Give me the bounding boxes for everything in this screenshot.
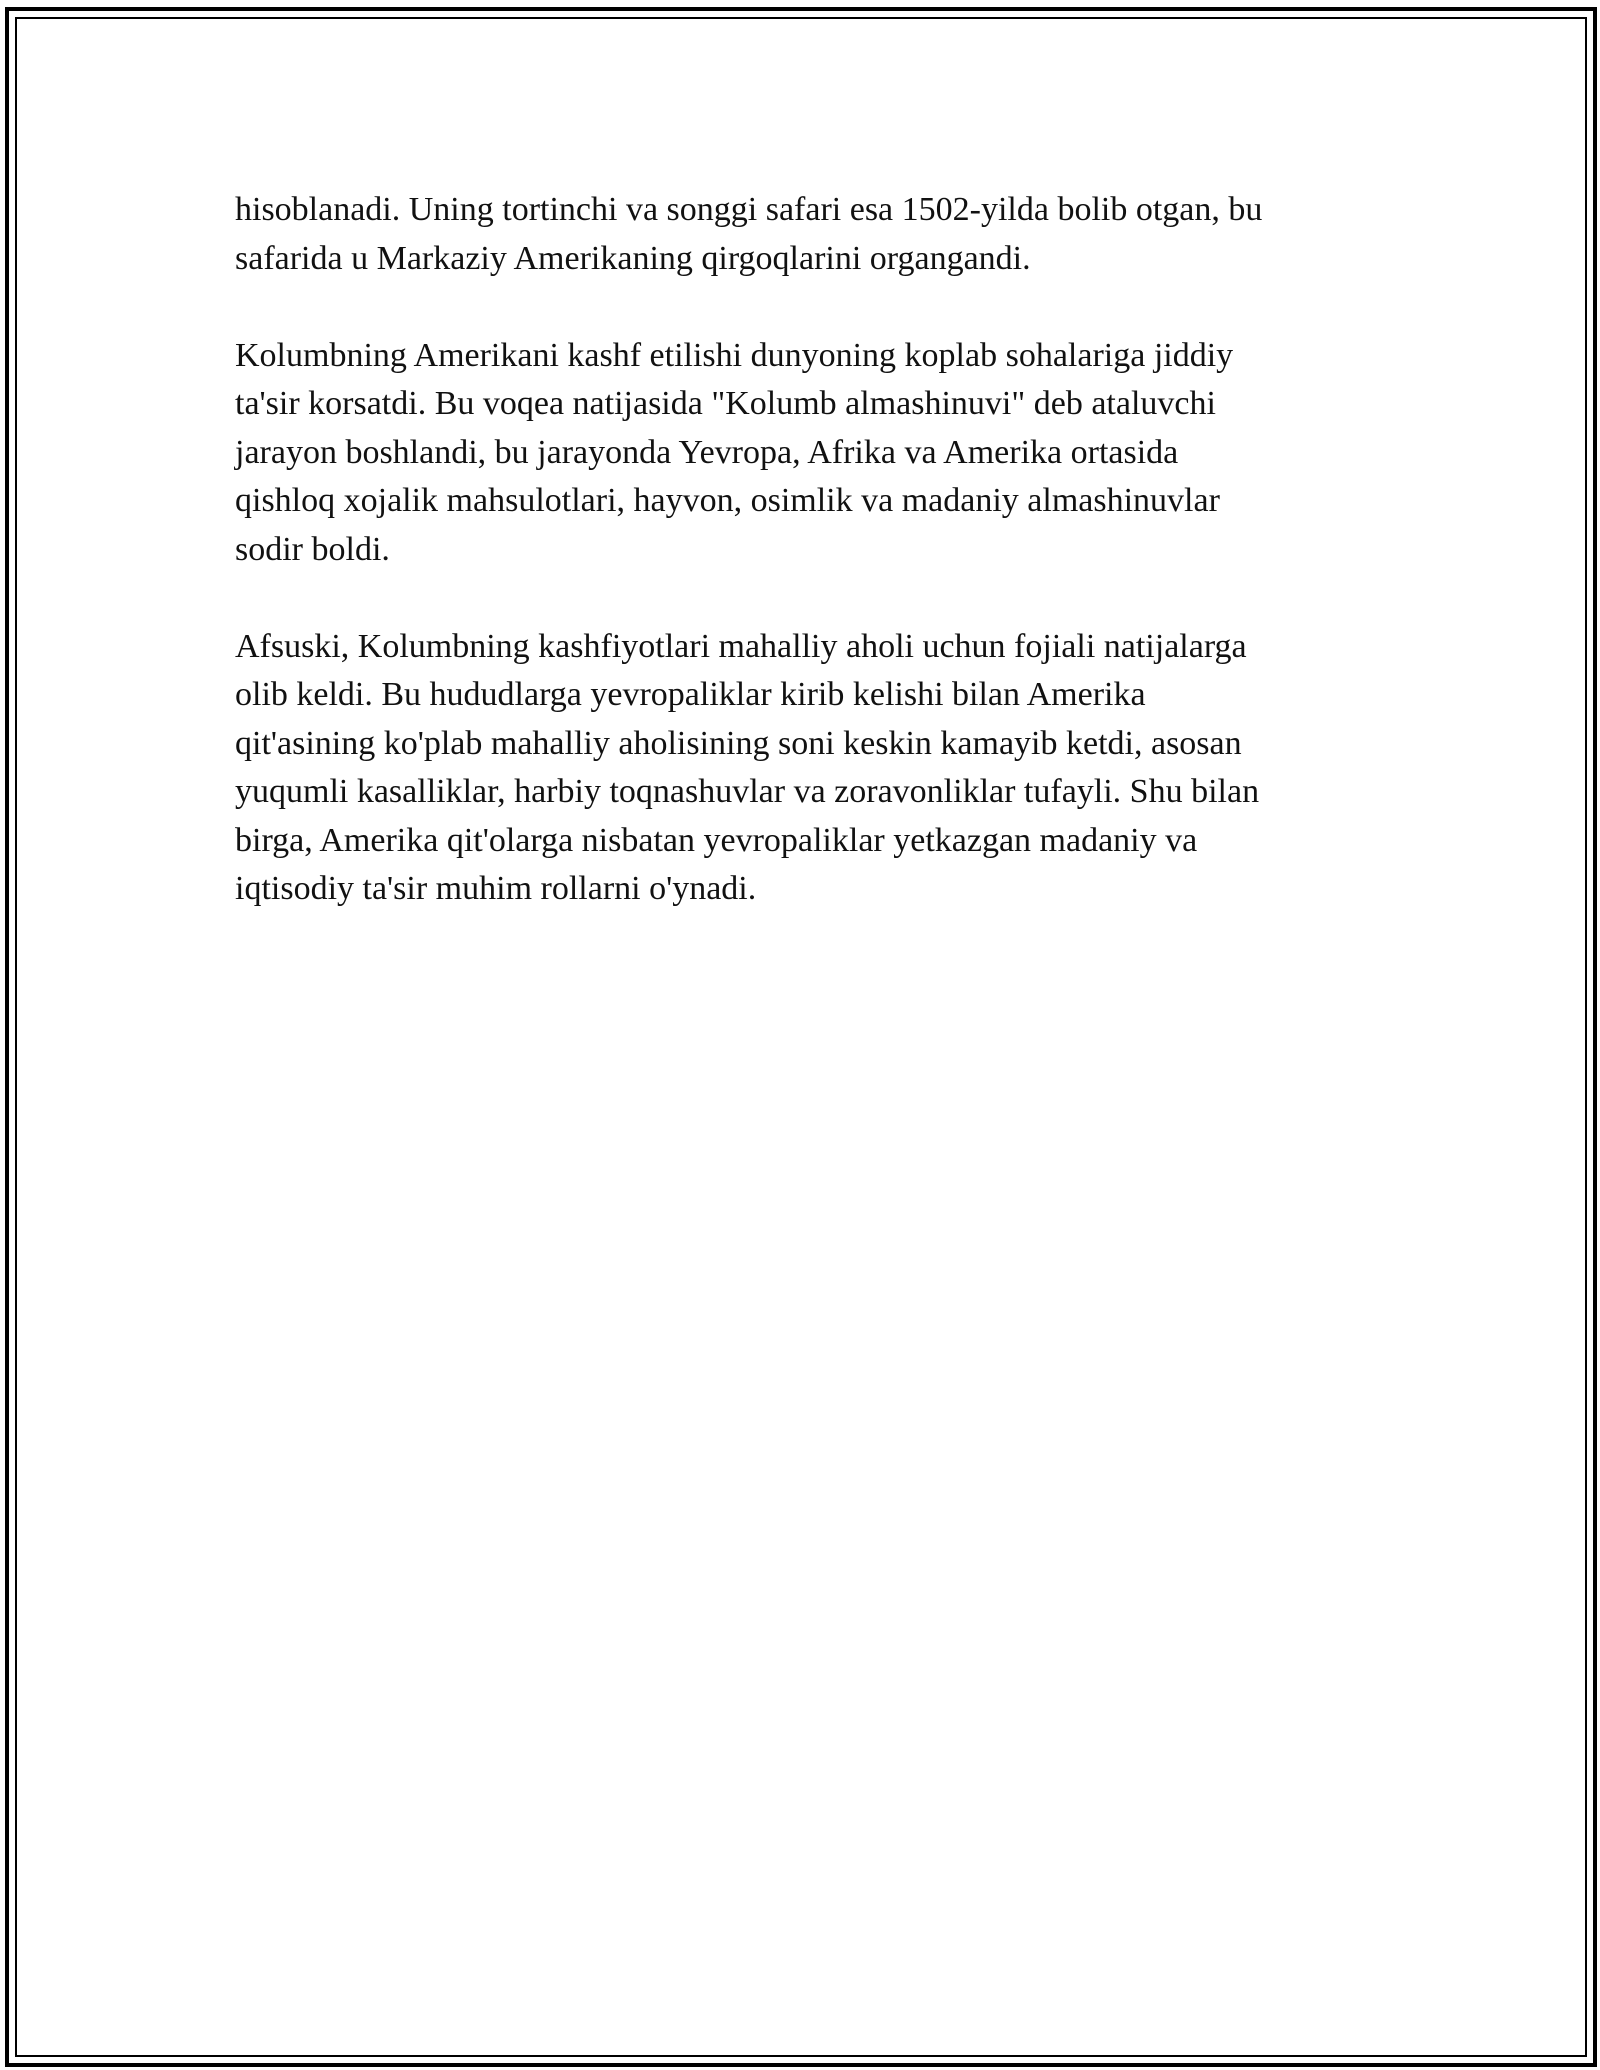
text-line: jarayon boshlandi, bu jarayonda Yevropa, Afrika va Amerika ortasida xyxy=(235,433,1179,471)
text-line: yuqumli kasalliklar, harbiy toqnashuvlar va zoravonliklar tufayli. Shu bilan xyxy=(235,773,1260,810)
text-line: qishloq xojalik mahsulotlari, hayvon, osimlik va madaniy almashinuvlar xyxy=(235,482,1220,519)
text-line: birga, Amerika qit'olarga nisbatan yevropaliklar yetkazgan madaniy va xyxy=(235,821,1198,859)
text-line: Kolumbning Amerikani kashf etilishi dunyoning koplab sohalariga jiddiy xyxy=(235,336,1234,374)
text-line: iqtisodiy ta'sir muhim rollarni o'ynadi. xyxy=(235,870,757,907)
paragraph-2 xyxy=(235,332,1375,575)
text-line: qit'asining ko'plab mahalliy aholisining soni keskin kamayib ketdi, asosan xyxy=(235,724,1242,762)
paragraph-1 xyxy=(235,186,1375,283)
text-line: ta'sir korsatdi. Bu voqea natijasida "Kolumb almashinuvi" deb ataluvchi xyxy=(235,385,1216,422)
text-line: hisoblanadi. Uning tortinchi va songgi safari esa 1502-yilda bolib otgan, bu xyxy=(235,191,1263,228)
text-line: safarida u Markaziy Amerikaning qirgoqlarini organgandi. xyxy=(235,239,1031,277)
text-line: olib keldi. Bu hududlarga yevropaliklar kirib kelishi bilan Amerika xyxy=(235,676,1146,713)
text-line: Afsuski, Kolumbning kashfiyotlari mahalliy aholi uchun fojiali natijalarga xyxy=(235,627,1247,665)
text-line: sodir boldi. xyxy=(235,530,390,568)
document-body xyxy=(235,186,1375,962)
paragraph-3 xyxy=(235,623,1375,914)
